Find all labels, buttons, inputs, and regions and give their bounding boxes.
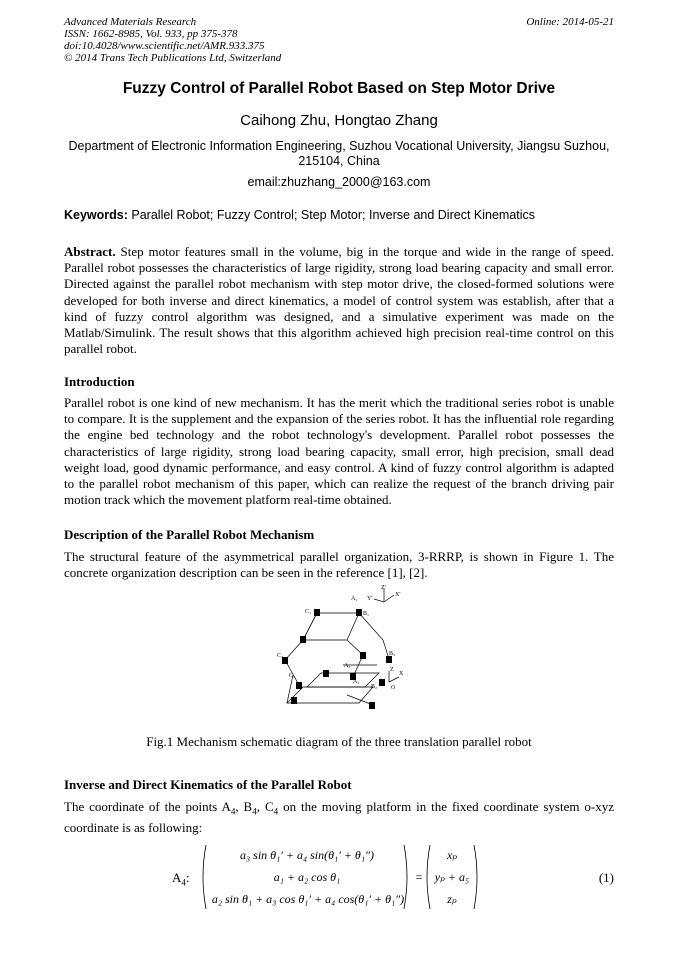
label-x-bottom: X bbox=[399, 671, 404, 677]
joint-mid bbox=[360, 652, 366, 659]
eq-rhs-row-1: xₚ bbox=[446, 848, 458, 862]
eq-rhs-row-2: yₚ + a₅ bbox=[434, 870, 470, 884]
kin-sub-a: 4 bbox=[230, 806, 236, 817]
kin-sub-b: 4 bbox=[252, 806, 257, 817]
middle-platform bbox=[307, 673, 379, 687]
label-c1: C₁ bbox=[305, 609, 312, 615]
eq-equals: = bbox=[415, 870, 423, 884]
intro-heading: Introduction bbox=[64, 374, 135, 389]
issn-line: ISSN: 1662-8985, Vol. 933, pp 375-378 bbox=[64, 28, 238, 40]
joint-a1 bbox=[314, 609, 320, 616]
label-z-bottom: Z bbox=[390, 667, 394, 673]
description-heading: Description of the Parallel Robot Mechanism bbox=[64, 527, 315, 542]
label-c2: C₂ bbox=[277, 653, 284, 659]
label-o-bottom: O bbox=[391, 685, 396, 691]
link-c1 bbox=[303, 613, 317, 640]
eq-label-sub: 4 bbox=[181, 877, 186, 888]
axis-y-top bbox=[374, 599, 384, 602]
joint-b3 bbox=[386, 656, 392, 663]
affiliation bbox=[64, 139, 614, 169]
figure-caption: Fig.1 Mechanism schematic diagram of the three translation parallel robot bbox=[146, 734, 532, 749]
description-paragraph: The structural feature of the asymmetrical parallel organization, 3-RRRP, is shown in Figure 1. The concrete organization description can be seen in the reference [1], [2]. bbox=[64, 549, 614, 581]
abstract-label: Abstract. bbox=[64, 244, 116, 259]
equation-number: (1) bbox=[598, 870, 614, 885]
joint-b1 bbox=[356, 609, 362, 616]
rhs-right-paren bbox=[474, 845, 477, 909]
eq-lhs-row-1: a₃ sin θ₁′ + a₄ sin(θ₁′ + θ₁″) bbox=[240, 848, 374, 862]
author-email: email:zhuzhang_2000@163.com bbox=[247, 175, 431, 189]
keywords-line bbox=[64, 208, 614, 222]
online-date: Online: 2014-05-21 bbox=[526, 16, 614, 28]
joint-b2 bbox=[379, 679, 385, 686]
label-b2: B₂ bbox=[371, 684, 378, 690]
intro-paragraph: Parallel robot is one kind of new mechanism. It has the merit which the traditional series robot is unable to compare. It is the supplement and the expansion of the series robot. It has the influential role regarding the engine bed technology and the robot technology's development. Parallel robot possesses the characteristics of large rigidity, strong load bearing capacity, small error, high precision, small dead weight load, good dynamic performance, and easy control. A kind of fuzzy control algorithm is adapted to the parallel robot mechanism of this paper, which can realize the request of the branch driving pair motion track which the movement platform real-time obtained. bbox=[64, 395, 614, 508]
kin-sub-c: 4 bbox=[273, 806, 279, 817]
eq-lhs-row-2: a₁ + a₂ cos θ₁ bbox=[273, 870, 341, 884]
label-y-top: Y' bbox=[367, 596, 373, 602]
joint-c3 bbox=[291, 697, 297, 704]
joint-a3 bbox=[323, 670, 329, 677]
joint-c1-low bbox=[300, 636, 306, 643]
running-header bbox=[64, 16, 281, 64]
joint-b-lower bbox=[369, 702, 375, 709]
doi-line: doi:10.4028/www.scientific.net/AMR.933.375 bbox=[64, 40, 265, 52]
upper-platform bbox=[303, 613, 359, 640]
rhs-left-paren bbox=[427, 845, 430, 909]
eq-rhs-row-3: zₚ bbox=[447, 892, 457, 906]
eq-lhs-row-3: a₂ sin θ₁ + a₃ cos θ₁′ + a₄ cos(θ₁′ + θ₁″) bbox=[211, 892, 405, 906]
label-x-top: X' bbox=[395, 592, 401, 598]
kin-text-3: , C bbox=[256, 799, 274, 814]
mechanism-diagram bbox=[267, 585, 417, 725]
label-b3: B₃ bbox=[389, 651, 396, 657]
label-b1: B₁ bbox=[363, 611, 370, 617]
abstract bbox=[64, 244, 614, 357]
label-a3: A₃ bbox=[344, 663, 351, 669]
label-z-top: Z' bbox=[381, 585, 386, 591]
eq-label-colon: : bbox=[185, 870, 190, 885]
kin-text-4: on the moving platform in the fixed coordinate system o-xyz coordinate is as following: bbox=[64, 799, 615, 835]
paper-authors: Caihong Zhu, Hongtao Zhang bbox=[240, 112, 438, 129]
kinematics-heading: Inverse and Direct Kinematics of the Parallel Robot bbox=[64, 777, 352, 792]
axis-x-top bbox=[384, 595, 394, 602]
eq-label-letter: A bbox=[172, 870, 182, 885]
lower-platform bbox=[287, 687, 373, 703]
copyright-line: © 2014 Trans Tech Publications Ltd, Switzerland bbox=[64, 52, 282, 64]
equation-label bbox=[172, 870, 190, 888]
label-c3-upper: C₃ bbox=[289, 673, 296, 679]
affiliation-line-2: 215104, China bbox=[298, 154, 380, 168]
abstract-text: Step motor features small in the volume, big in the torque and wide in the range of speed. Parallel robot possesses the characteristics of large rigidity, strong load bearing capacity and small error. Directed against the parallel robot mechanism with step motor drive, the closed-formed solutions were developed for both inverse and direct kinematics, a model of control system was establish, after that a kind of fuzzy control algorithm was designed, and a simulative experiment was made on the Matlab/Simulink. The result shows that this algorithm achieved high precision real-time control on this parallel robot. bbox=[64, 244, 614, 357]
lhs-left-paren bbox=[203, 845, 206, 909]
kinematics-paragraph bbox=[64, 799, 614, 836]
joint-lower-left bbox=[296, 682, 302, 689]
paper-title: Fuzzy Control of Parallel Robot Based on Step Motor Drive bbox=[122, 80, 556, 97]
axis-x-bottom bbox=[389, 677, 399, 682]
link-right-upper bbox=[359, 613, 383, 640]
keywords-label: Keywords: bbox=[64, 208, 128, 222]
label-a2: A₂ bbox=[353, 679, 360, 685]
label-a1: A₁ bbox=[351, 596, 358, 602]
keywords-text: Parallel Robot; Fuzzy Control; Step Motor; Inverse and Direct Kinematics bbox=[131, 208, 536, 222]
kin-text-1: The coordinate of the points A bbox=[64, 799, 231, 814]
kin-text-2: , B bbox=[235, 799, 253, 814]
affiliation-line-1: Department of Electronic Information Engineering, Suzhou Vocational University, Jiangsu Suzhou, bbox=[68, 139, 610, 153]
journal-name: Advanced Materials Research bbox=[64, 16, 197, 28]
